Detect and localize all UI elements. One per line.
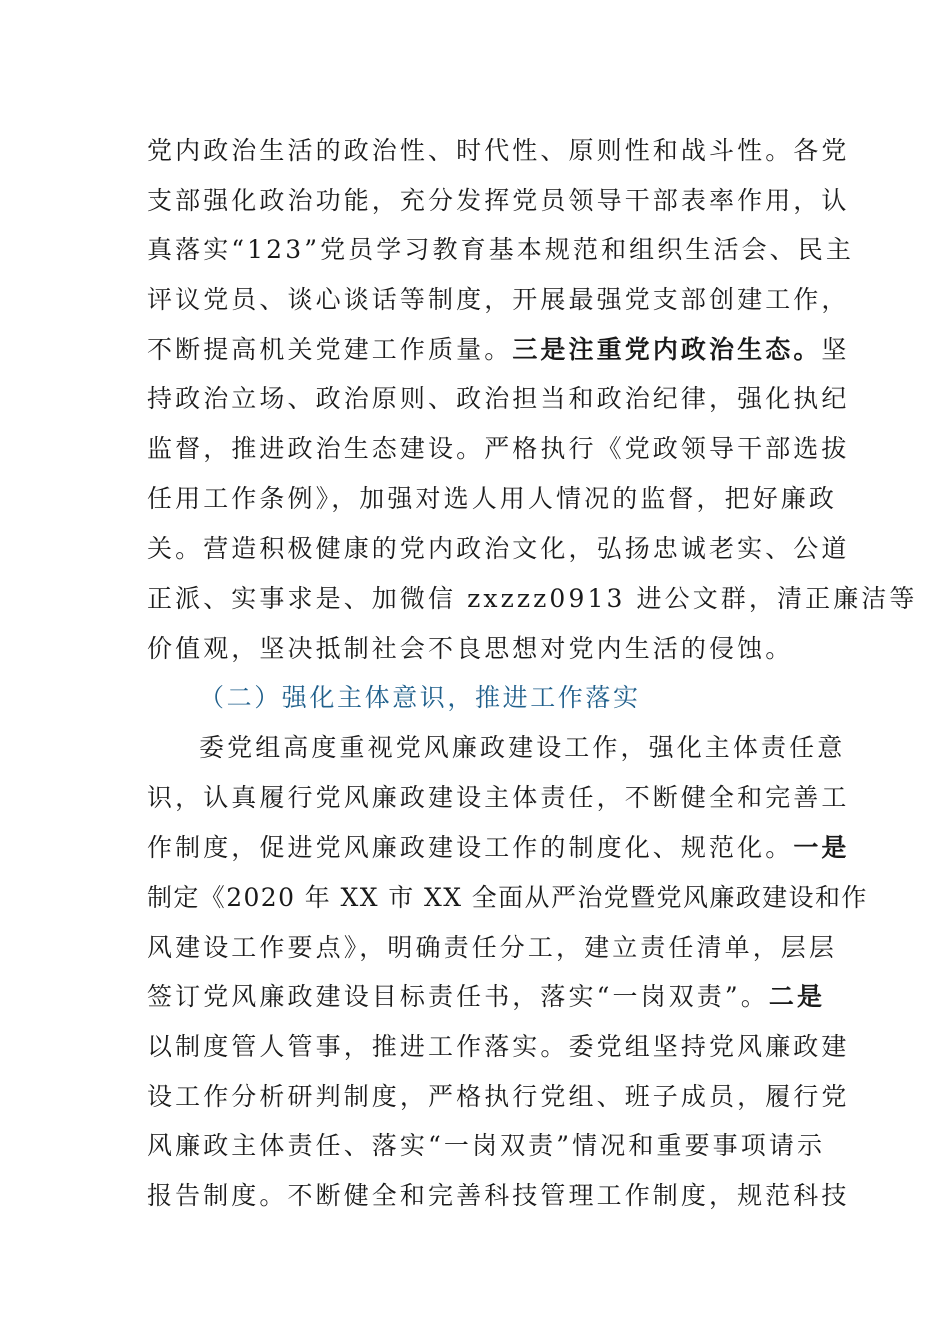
paragraph1-line-4: 评议党员、谈心谈话等制度，开展最强党支部创建工作，	[147, 285, 850, 314]
paragraph2-line-5: 风建设工作要点》，明确责任分工，建立责任清单，层层	[147, 933, 838, 962]
paragraph1-line-5-tail: 坚	[821, 335, 850, 364]
paragraph1-line-8: 任用工作条例》，加强对选人用人情况的监督，把好廉政	[147, 484, 838, 513]
paragraph2-line-2: 识，认真履行党风廉政建设主体责任，不断健全和完善工	[147, 783, 850, 812]
paragraph1-line-5-text: 不断提高机关党建工作质量。	[147, 335, 513, 364]
paragraph2-line-7: 以制度管人管事，推进工作落实。委党组坚持党风廉政建	[147, 1032, 850, 1061]
point-two-marker: 二是	[768, 982, 826, 1011]
paragraph2-line-1: 委党组高度重视党风廉政建设工作，强化主体责任意	[199, 733, 846, 762]
paragraph2-line-3-text: 作制度，促进党风廉政建设工作的制度化、规范化。	[147, 833, 794, 862]
point-three-heading: 三是注重党内政治生态。	[512, 335, 822, 364]
point-one-marker: 一是	[793, 833, 850, 862]
paragraph1-line-7: 监督，推进政治生态建设。严格执行《党政领导干部选拔	[147, 434, 850, 463]
paragraph2-line-6-text: 签订党风廉政建设目标责任书，落实“一岗双责”。	[147, 982, 769, 1011]
paragraph1-line-1: 党内政治生活的政治性、时代性、原则性和战斗性。各党	[147, 136, 850, 165]
paragraph1-line-10: 正派、实事求是、加微信 zxzzz0913 进公文群，清正廉洁等	[147, 584, 918, 613]
paragraph2-line-6	[147, 972, 826, 1022]
paragraph2-line-8: 设工作分析研判制度，严格执行党组、班子成员，履行党	[147, 1082, 850, 1111]
paragraph1-line-6: 持政治立场、政治原则、政治担当和政治纪律，强化执纪	[147, 384, 850, 413]
paragraph1-line-5	[147, 325, 850, 375]
paragraph1-line-11: 价值观，坚决抵制社会不良思想对党内生活的侵蚀。	[147, 634, 794, 663]
paragraph1-line-9: 关。营造积极健康的党内政治文化，弘扬忠诚老实、公道	[147, 534, 850, 563]
paragraph1-line-3: 真落实“123”党员学习教育基本规范和组织生活会、民主	[147, 235, 854, 264]
paragraph2-line-10: 报告制度。不断健全和完善科技管理工作制度，规范科技	[147, 1181, 850, 1210]
paragraph2-line-4: 制定《2020 年 XX 市 XX 全面从严治党暨党风廉政建设和作	[147, 883, 868, 912]
section-heading: （二）强化主体意识，推进工作落实	[199, 683, 641, 712]
paragraph2-line-3	[147, 823, 850, 873]
paragraph2-line-9: 风廉政主体责任、落实“一岗双责”情况和重要事项请示	[147, 1131, 826, 1160]
paragraph1-line-2: 支部强化政治功能，充分发挥党员领导干部表率作用，认	[147, 186, 850, 215]
